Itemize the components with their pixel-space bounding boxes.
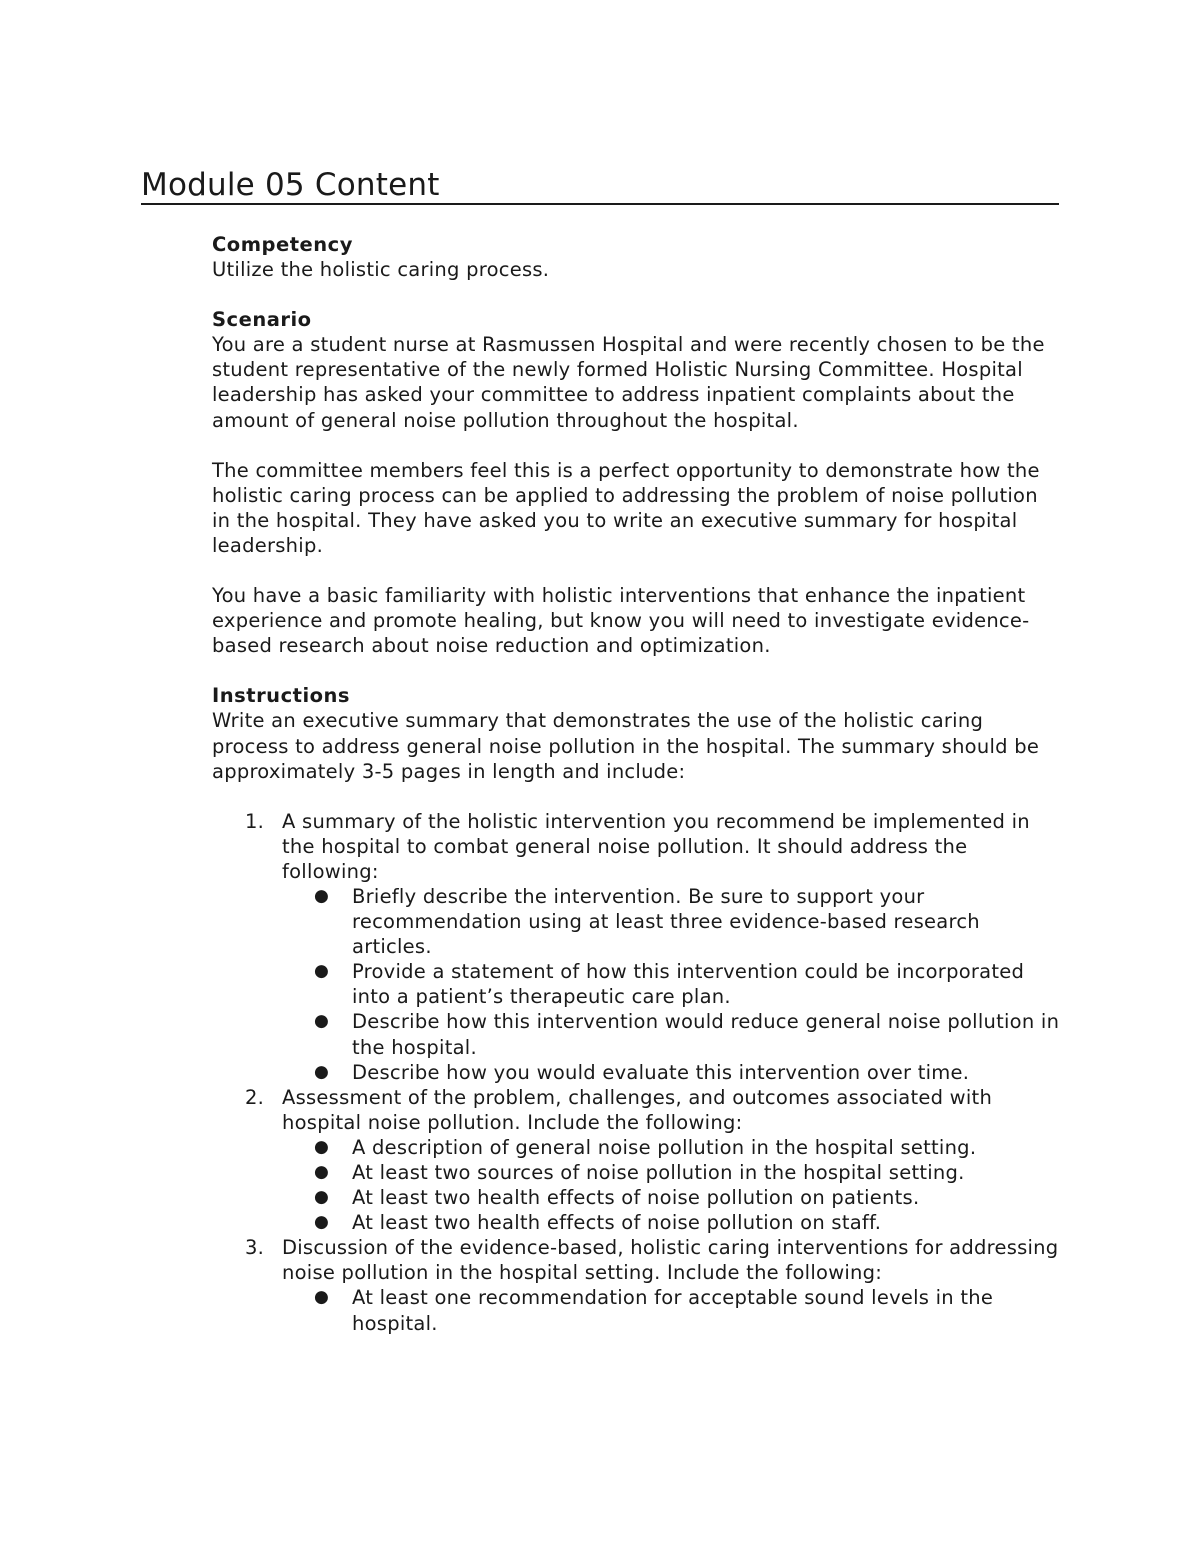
sub-list-item-text: Describe how you would evaluate this intervention over time. xyxy=(352,1060,970,1084)
scenario-paragraph: The committee members feel this is a perfect opportunity to demonstrate how the holistic caring process can be applied to addressing the problem of noise pollution in the hospital. They have asked you to write an executive summary for hospital leadership. xyxy=(212,458,1040,557)
bullet-icon: ● xyxy=(314,1187,330,1208)
sub-list-item-text: At least one recommendation for acceptable sound levels in the hospital. xyxy=(352,1286,994,1335)
competency-text: Utilize the holistic caring process. xyxy=(212,258,550,282)
list-item xyxy=(245,1085,1062,1236)
list-number: 1. xyxy=(245,809,265,833)
bullet-icon: ● xyxy=(314,961,330,982)
title-underline xyxy=(141,203,1059,205)
instructions-list xyxy=(212,809,1062,1336)
document-body xyxy=(212,232,1062,1336)
sub-list-item-text: Provide a statement of how this intervention could be incorporated into a patient’s therapeutic care plan. xyxy=(352,960,1025,1009)
bullet-icon: ● xyxy=(314,1162,330,1182)
scenario-paragraph: You have a basic familiarity with holistic interventions that enhance the inpatient experience and promote healing, but know you will need to investigate evidence-based research about noise reduction and optimization. xyxy=(212,584,1030,658)
sub-list-item xyxy=(314,959,1062,1009)
competency-heading: Competency xyxy=(212,233,353,256)
sub-list xyxy=(282,884,1062,1085)
sub-list-item xyxy=(314,1060,1062,1085)
sub-list-item-text: Describe how this intervention would reduce general noise pollution in the hospital. xyxy=(352,1010,1060,1059)
sub-list-item xyxy=(314,1160,1062,1185)
bullet-icon: ● xyxy=(314,1287,330,1308)
sub-list-item-text: At least two health effects of noise pollution on staff. xyxy=(352,1211,882,1235)
bullet-icon: ● xyxy=(314,1212,330,1233)
scenario-heading: Scenario xyxy=(212,308,312,332)
sub-list-item xyxy=(314,884,1062,959)
sub-list-item-text: At least two sources of noise pollution in the hospital setting. xyxy=(352,1161,965,1184)
sub-list-item-text: At least two health effects of noise pollution on patients. xyxy=(352,1186,920,1210)
sub-list xyxy=(282,1285,1062,1335)
sub-list-item xyxy=(314,1185,1062,1210)
bullet-icon: ● xyxy=(314,1061,330,1082)
page-title: Module 05 Content xyxy=(141,167,440,203)
sub-list xyxy=(282,1135,1062,1235)
list-item-text: A summary of the holistic intervention you recommend be implemented in the hospital to combat general noise pollution. It should address the following: xyxy=(282,809,1030,883)
list-number: 2. xyxy=(245,1085,265,1109)
instructions-intro: Write an executive summary that demonstrates the use of the holistic caring process to address general noise pollution in the hospital. The summary should be approximately 3-5 pages in length and include: xyxy=(212,709,1040,783)
sub-list-item-text: A description of general noise pollution in the hospital setting. xyxy=(352,1135,977,1159)
list-item-text: Discussion of the evidence-based, holistic caring interventions for addressing noise pollution in the hospital setting. Include the following: xyxy=(282,1236,1059,1285)
list-item xyxy=(245,1235,1062,1335)
instructions-heading: Instructions xyxy=(212,684,351,708)
sub-list-item xyxy=(314,1210,1062,1235)
bullet-icon: ● xyxy=(314,1136,330,1157)
bullet-icon: ● xyxy=(314,1011,330,1032)
scenario-paragraph: You are a student nurse at Rasmussen Hospital and were recently chosen to be the student representative of the newly formed Holistic Nursing Committee. Hospital leadership has asked your committee to address inpatient complaints about the amount of general noise pollution throughout the hospital. xyxy=(212,333,1045,432)
sub-list-item xyxy=(314,1285,1062,1335)
list-item-text: Assessment of the problem, challenges, and outcomes associated with hospital noise pollution. Include the following: xyxy=(282,1085,993,1134)
list-item xyxy=(245,809,1062,1085)
sub-list-item xyxy=(314,1135,1062,1160)
bullet-icon: ● xyxy=(314,885,330,906)
sub-list-item xyxy=(314,1009,1062,1059)
sub-list-item-text: Briefly describe the intervention. Be sure to support your recommendation using at least three evidence-based research articles. xyxy=(352,884,980,959)
list-number: 3. xyxy=(245,1236,265,1260)
